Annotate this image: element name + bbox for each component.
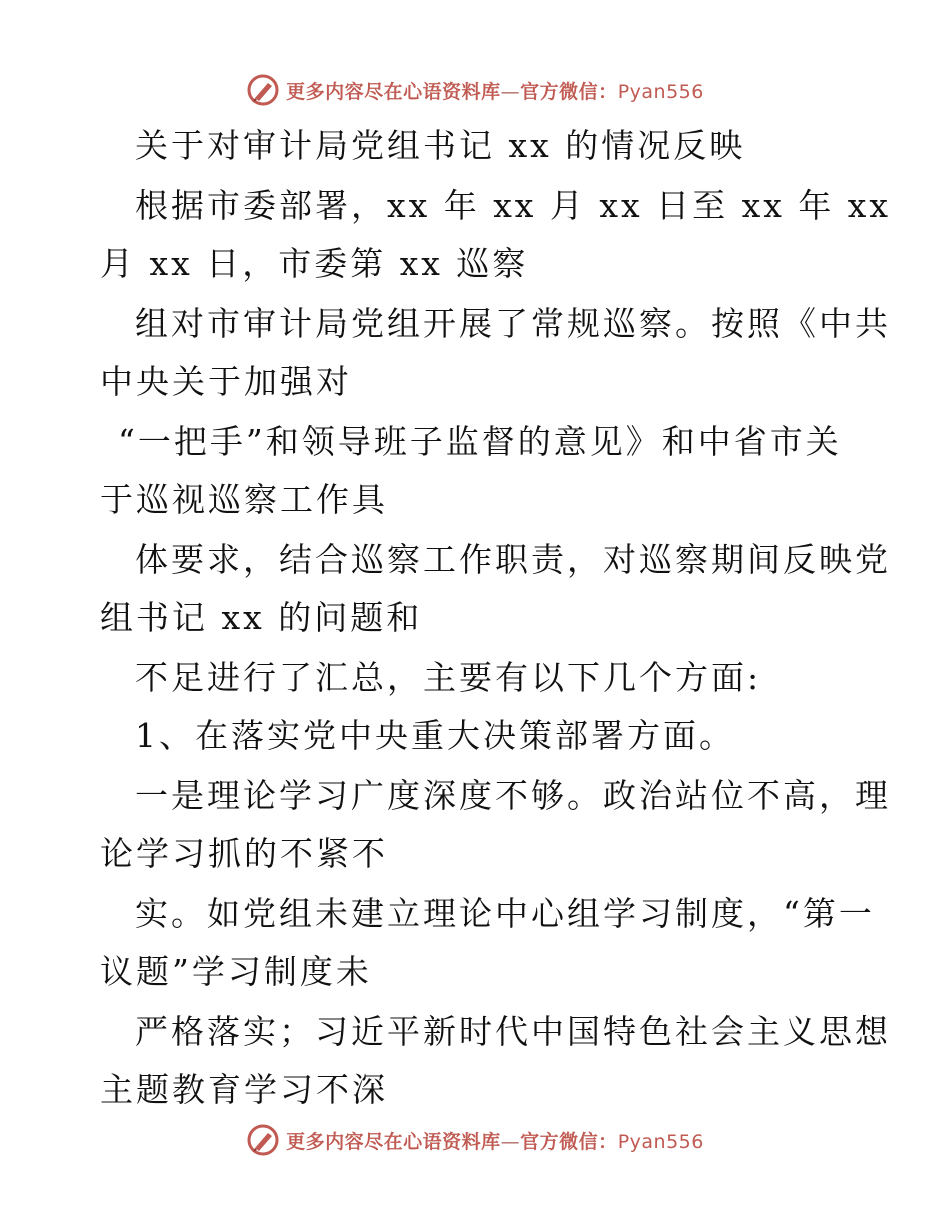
paragraph-line: 组书记 xx 的问题和 (100, 598, 423, 637)
paragraph-line: 主题教育学习不深 (100, 1070, 388, 1109)
watermark-text: 更多内容尽在心语资料库—官方微信：Pyan556 (286, 1130, 704, 1153)
paragraph-line: 于巡视巡察工作具 (100, 480, 388, 519)
watermark-banner-bottom (0, 1120, 950, 1160)
section-heading: 1、在落实党中央重大决策部署方面。 (135, 716, 735, 755)
paragraph-line: 体要求，结合巡察工作职责，对巡察期间反映党 (135, 540, 891, 579)
paragraph-line: 严格落实；习近平新时代中国特色社会主义思想 (135, 1012, 891, 1051)
paragraph-line: 月 xx 日，市委第 xx 巡察 (100, 244, 529, 283)
paragraph-line: “一把手”和领导班子监督的意见》和中省市关 (118, 422, 842, 461)
paragraph-line: 论学习抓的不紧不 (100, 834, 388, 873)
paragraph-line: 不足进行了汇总，主要有以下几个方面: (135, 658, 762, 697)
paragraph-line: 组对市审计局党组开展了常规巡察。按照《中共 (135, 304, 891, 343)
document-title: 关于对审计局党组书记 xx 的情况反映 (135, 126, 746, 165)
paragraph-line: 中央关于加强对 (100, 362, 352, 401)
watermark-text: 更多内容尽在心语资料库—官方微信：Pyan556 (286, 80, 704, 103)
paragraph-line: 实。如党组未建立理论中心组学习制度，“第一 (135, 894, 875, 933)
paragraph-line: 议题”学习制度未 (100, 952, 372, 991)
paragraph-line: 一是理论学习广度深度不够。政治站位不高，理 (135, 776, 891, 815)
paragraph-line: 根据市委部署，xx 年 xx 月 xx 日至 xx 年 xx (135, 186, 892, 225)
pen-logo-icon (246, 1123, 280, 1157)
